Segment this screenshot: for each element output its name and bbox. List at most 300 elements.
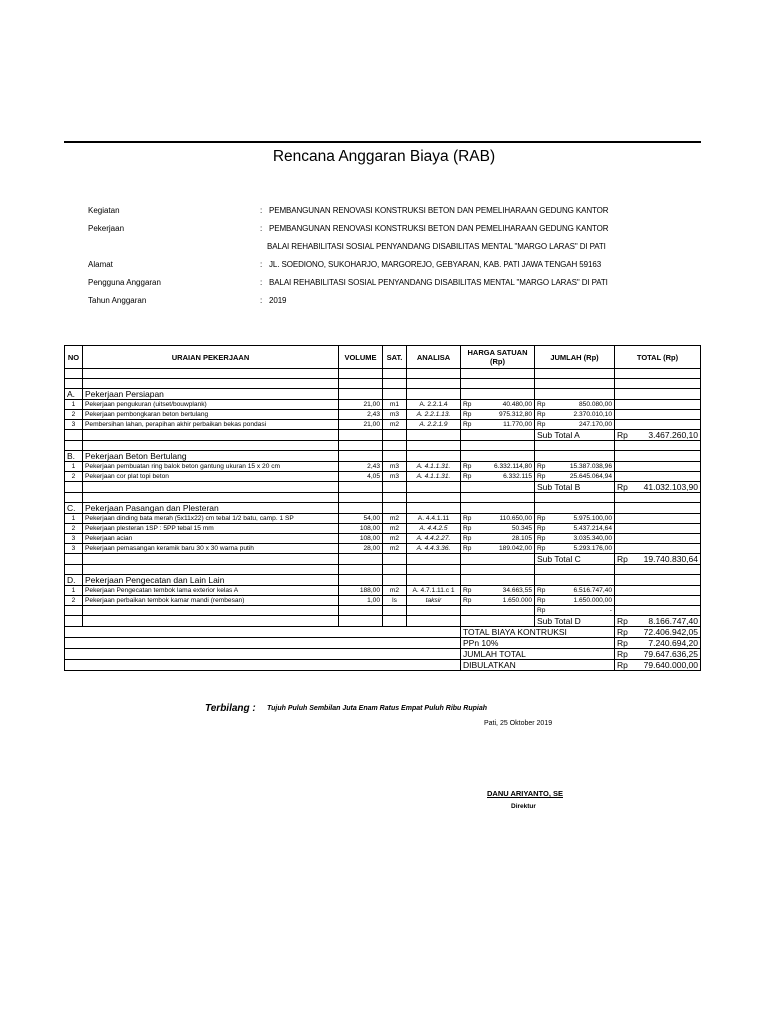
jumlah-value: 850.080,00 bbox=[578, 400, 612, 408]
item-unit: m3 bbox=[383, 472, 407, 482]
item-volume: 21,00 bbox=[339, 400, 383, 410]
empty-cell bbox=[615, 400, 701, 410]
currency-label: Rp bbox=[463, 524, 472, 532]
jumlah-value: 25.645.064,94 bbox=[569, 472, 612, 480]
empty-cell bbox=[65, 627, 461, 638]
total-row bbox=[65, 627, 701, 638]
empty-cell bbox=[615, 565, 701, 575]
empty-cell bbox=[407, 493, 461, 503]
item-no: 2 bbox=[65, 596, 83, 606]
jumlah-value: 5.293.176,00 bbox=[573, 544, 612, 552]
item-no: 2 bbox=[65, 410, 83, 420]
item-desc: Pembersihan lahan, perapihan akhir perbaikan bekas pondasi bbox=[83, 420, 339, 430]
table-row bbox=[65, 524, 701, 534]
info-value: BALAI REHABILITASI SOSIAL PENYANDANG DISABILITAS MENTAL "MARGO LARAS" DI PATI bbox=[269, 278, 608, 287]
total-label: PPn 10% bbox=[461, 638, 615, 649]
currency-label: Rp bbox=[617, 660, 628, 670]
item-desc bbox=[83, 606, 339, 616]
empty-cell bbox=[339, 451, 383, 462]
empty-cell bbox=[65, 379, 83, 389]
header-rule bbox=[64, 141, 701, 143]
item-unit: m3 bbox=[383, 410, 407, 420]
item-jumlah bbox=[535, 596, 615, 606]
empty-cell bbox=[339, 575, 383, 586]
empty-cell bbox=[615, 472, 701, 482]
empty-cell bbox=[615, 379, 701, 389]
currency-label: Rp bbox=[537, 596, 546, 604]
total-row bbox=[65, 638, 701, 649]
blank-row bbox=[65, 379, 701, 389]
currency-label: Rp bbox=[463, 596, 472, 604]
total-value bbox=[615, 638, 701, 649]
empty-cell bbox=[339, 554, 383, 565]
item-volume: 188,00 bbox=[339, 586, 383, 596]
harga-value: 40.480,00 bbox=[502, 400, 532, 408]
empty-cell bbox=[339, 369, 383, 379]
empty-cell bbox=[65, 493, 83, 503]
total-amount: 7.240.694,20 bbox=[648, 638, 698, 648]
empty-cell bbox=[535, 565, 615, 575]
item-analisa: A. 4.1.1.31. bbox=[407, 462, 461, 472]
info-value: PEMBANGUNAN RENOVASI KONSTRUKSI BETON DAN PEMELIHARAAN GEDUNG KANTOR bbox=[269, 206, 609, 215]
place-date: Pati, 25 Oktober 2019 bbox=[484, 720, 553, 727]
currency-label: Rp bbox=[537, 514, 546, 522]
blank-row bbox=[65, 565, 701, 575]
jumlah-value: 247.170,00 bbox=[578, 420, 612, 428]
item-harga bbox=[461, 462, 535, 472]
empty-cell bbox=[383, 379, 407, 389]
item-unit: m3 bbox=[383, 462, 407, 472]
header-total: TOTAL (Rp) bbox=[615, 346, 701, 369]
empty-cell bbox=[83, 430, 339, 441]
empty-cell bbox=[83, 379, 339, 389]
section-row bbox=[65, 451, 701, 462]
item-analisa bbox=[407, 606, 461, 616]
currency-label: Rp bbox=[463, 534, 472, 542]
info-colon: : bbox=[260, 296, 263, 305]
item-harga bbox=[461, 524, 535, 534]
subtotal-value bbox=[615, 430, 701, 441]
empty-cell bbox=[65, 616, 83, 627]
currency-label: Rp bbox=[617, 638, 628, 648]
section-code: D. bbox=[65, 575, 83, 586]
jumlah-value: 2.370.010,10 bbox=[573, 410, 612, 418]
total-row bbox=[65, 660, 701, 671]
item-desc: Pekerjaan plesteran 1SP : 5PP tebal 15 mm bbox=[83, 524, 339, 534]
subtotal-row bbox=[65, 430, 701, 441]
subtotal-amount: 3.467.260,10 bbox=[648, 430, 698, 440]
table-row bbox=[65, 596, 701, 606]
empty-cell bbox=[339, 565, 383, 575]
item-volume: 2,43 bbox=[339, 462, 383, 472]
section-code: B. bbox=[65, 451, 83, 462]
empty-cell bbox=[615, 441, 701, 451]
info-colon: : bbox=[260, 224, 263, 233]
item-volume: 28,00 bbox=[339, 544, 383, 554]
item-analisa: A. 2.2.1.9 bbox=[407, 420, 461, 430]
currency-label: Rp bbox=[463, 400, 472, 408]
empty-cell bbox=[383, 482, 407, 493]
empty-cell bbox=[461, 379, 535, 389]
subtotal-label: Sub Total C bbox=[535, 554, 615, 565]
info-value: 2019 bbox=[269, 296, 287, 305]
empty-cell bbox=[83, 482, 339, 493]
subtotal-amount: 41.032.103,90 bbox=[643, 482, 698, 492]
table-row bbox=[65, 462, 701, 472]
header-uraian: URAIAN PEKERJAAN bbox=[83, 346, 339, 369]
item-volume: 21,00 bbox=[339, 420, 383, 430]
empty-cell bbox=[383, 430, 407, 441]
total-value bbox=[615, 649, 701, 660]
empty-cell bbox=[83, 493, 339, 503]
item-jumlah bbox=[535, 400, 615, 410]
item-jumlah bbox=[535, 524, 615, 534]
item-no: 1 bbox=[65, 514, 83, 524]
empty-cell bbox=[339, 616, 383, 627]
section-title: Pekerjaan Pengecatan dan Lain Lain bbox=[83, 575, 339, 586]
item-jumlah bbox=[535, 410, 615, 420]
subtotal-row bbox=[65, 554, 701, 565]
item-harga bbox=[461, 544, 535, 554]
terbilang-label: Terbilang : bbox=[205, 703, 256, 714]
subtotal-amount: 8.166.747,40 bbox=[648, 616, 698, 626]
harga-value: 1.650.000 bbox=[502, 596, 532, 604]
header-jumlah: JUMLAH (Rp) bbox=[535, 346, 615, 369]
harga-value: 34.663,55 bbox=[502, 586, 532, 594]
item-analisa: A. 4.4.2.5 bbox=[407, 524, 461, 534]
info-value: PEMBANGUNAN RENOVASI KONSTRUKSI BETON DAN PEMELIHARAAN GEDUNG KANTOR bbox=[269, 224, 609, 233]
subtotal-row bbox=[65, 616, 701, 627]
empty-cell bbox=[339, 482, 383, 493]
item-no: 1 bbox=[65, 586, 83, 596]
empty-cell bbox=[461, 493, 535, 503]
section-row bbox=[65, 503, 701, 514]
empty-cell bbox=[615, 493, 701, 503]
section-title: Pekerjaan Beton Bertulang bbox=[83, 451, 339, 462]
empty-cell bbox=[383, 441, 407, 451]
empty-cell bbox=[535, 441, 615, 451]
subtotal-amount: 19.740.830,64 bbox=[643, 554, 698, 564]
item-jumlah bbox=[535, 534, 615, 544]
section-title: Pekerjaan Persiapan bbox=[83, 389, 339, 400]
jumlah-value: 1.650.000,00 bbox=[573, 596, 612, 604]
table-header-row bbox=[65, 346, 701, 369]
item-no: 3 bbox=[65, 420, 83, 430]
empty-cell bbox=[461, 565, 535, 575]
empty-cell bbox=[83, 441, 339, 451]
item-jumlah bbox=[535, 462, 615, 472]
empty-cell bbox=[407, 554, 461, 565]
item-analisa: A. 4.4.2.27. bbox=[407, 534, 461, 544]
item-no: 1 bbox=[65, 400, 83, 410]
jumlah-value: 15.387.038,96 bbox=[569, 462, 612, 470]
item-desc: Pekerjaan pengukuran (uitset/bouwplank) bbox=[83, 400, 339, 410]
item-analisa: A. 4.7.1.11.c 1 bbox=[407, 586, 461, 596]
section-code: A. bbox=[65, 389, 83, 400]
empty-cell bbox=[65, 649, 461, 660]
item-harga bbox=[461, 400, 535, 410]
currency-label: Rp bbox=[537, 410, 546, 418]
empty-cell bbox=[407, 482, 461, 493]
currency-label: Rp bbox=[617, 649, 628, 659]
empty-cell bbox=[65, 441, 83, 451]
empty-cell bbox=[461, 451, 535, 462]
empty-cell bbox=[65, 369, 83, 379]
item-harga bbox=[461, 514, 535, 524]
item-volume: 54,00 bbox=[339, 514, 383, 524]
harga-value: 110.650,00 bbox=[499, 514, 532, 522]
item-analisa: A. 4.1.1.31. bbox=[407, 472, 461, 482]
currency-label: Rp bbox=[463, 410, 472, 418]
item-analisa: A. 2.2.1.13. bbox=[407, 410, 461, 420]
empty-cell bbox=[339, 389, 383, 400]
total-amount: 79.647.636,25 bbox=[643, 649, 698, 659]
empty-cell bbox=[615, 524, 701, 534]
empty-cell bbox=[383, 493, 407, 503]
empty-cell bbox=[407, 565, 461, 575]
item-harga bbox=[461, 472, 535, 482]
jumlah-value: 3.035.340,00 bbox=[573, 534, 612, 542]
item-jumlah bbox=[535, 514, 615, 524]
empty-cell bbox=[461, 369, 535, 379]
subtotal-value bbox=[615, 616, 701, 627]
currency-label: Rp bbox=[617, 430, 628, 440]
empty-cell bbox=[615, 596, 701, 606]
empty-cell bbox=[615, 462, 701, 472]
empty-cell bbox=[65, 660, 461, 671]
currency-label: Rp bbox=[617, 554, 628, 564]
empty-cell bbox=[407, 441, 461, 451]
item-harga bbox=[461, 596, 535, 606]
info-label: Pekerjaan bbox=[88, 224, 125, 233]
empty-cell bbox=[615, 503, 701, 514]
item-harga bbox=[461, 534, 535, 544]
item-harga bbox=[461, 586, 535, 596]
subtotal-value bbox=[615, 554, 701, 565]
item-harga bbox=[461, 606, 535, 616]
item-volume: 2,43 bbox=[339, 410, 383, 420]
harga-value: 189.042,00 bbox=[498, 544, 532, 552]
item-harga bbox=[461, 420, 535, 430]
empty-cell bbox=[383, 616, 407, 627]
rab-table bbox=[64, 345, 701, 671]
item-analisa: A. 4.4.3.36. bbox=[407, 544, 461, 554]
empty-cell bbox=[461, 554, 535, 565]
empty-cell bbox=[407, 369, 461, 379]
subtotal-label: Sub Total D bbox=[535, 616, 615, 627]
item-no: 1 bbox=[65, 462, 83, 472]
item-jumlah bbox=[535, 606, 615, 616]
empty-cell bbox=[65, 565, 83, 575]
currency-label: Rp bbox=[463, 472, 472, 480]
empty-cell bbox=[83, 554, 339, 565]
header-no: NO bbox=[65, 346, 83, 369]
empty-cell bbox=[615, 586, 701, 596]
item-volume: 4,05 bbox=[339, 472, 383, 482]
jumlah-value: 5.437.214,64 bbox=[573, 524, 612, 532]
currency-label: Rp bbox=[537, 462, 546, 470]
total-label: DIBULATKAN bbox=[461, 660, 615, 671]
empty-cell bbox=[615, 514, 701, 524]
table-row bbox=[65, 410, 701, 420]
item-desc: Pekerjaan pembuatan ring balok beton gantung ukuran 15 x 20 cm bbox=[83, 462, 339, 472]
empty-cell bbox=[83, 616, 339, 627]
empty-cell bbox=[65, 638, 461, 649]
table-row bbox=[65, 586, 701, 596]
item-jumlah bbox=[535, 420, 615, 430]
empty-cell bbox=[615, 534, 701, 544]
empty-cell bbox=[615, 369, 701, 379]
item-analisa: A. 2.2.1.4 bbox=[407, 400, 461, 410]
currency-label: Rp bbox=[463, 586, 472, 594]
total-value bbox=[615, 660, 701, 671]
empty-cell bbox=[383, 565, 407, 575]
item-desc: Pekerjaan acian bbox=[83, 534, 339, 544]
terbilang-value: Tujuh Puluh Sembilan Juta Enam Ratus Empat Puluh Ribu Rupiah bbox=[267, 705, 487, 712]
item-unit: m1 bbox=[383, 400, 407, 410]
item-no: 2 bbox=[65, 524, 83, 534]
currency-label: Rp bbox=[537, 544, 546, 552]
item-desc: Pekerjaan dinding bata merah (5x11x22) cm tebal 1/2 batu, camp. 1 SP bbox=[83, 514, 339, 524]
info-label: Pengguna Anggaran bbox=[88, 278, 161, 287]
item-harga bbox=[461, 410, 535, 420]
item-jumlah bbox=[535, 544, 615, 554]
item-volume: 108,00 bbox=[339, 524, 383, 534]
item-desc: Pekerjaan pembongkaran beton bertulang bbox=[83, 410, 339, 420]
currency-label: Rp bbox=[463, 420, 472, 428]
item-no: 3 bbox=[65, 534, 83, 544]
empty-cell bbox=[461, 616, 535, 627]
header-harga: HARGA SATUAN (Rp) bbox=[461, 346, 535, 369]
empty-cell bbox=[407, 575, 461, 586]
jumlah-value: 6.516.747,40 bbox=[573, 586, 612, 594]
empty-cell bbox=[339, 379, 383, 389]
table-row bbox=[65, 544, 701, 554]
info-label: Alamat bbox=[88, 260, 113, 269]
item-no bbox=[65, 606, 83, 616]
item-unit: m2 bbox=[383, 586, 407, 596]
info-colon: : bbox=[260, 278, 263, 287]
currency-label: Rp bbox=[463, 514, 472, 522]
empty-cell bbox=[535, 369, 615, 379]
harga-value: 11.770,00 bbox=[503, 420, 532, 428]
blank-row bbox=[65, 369, 701, 379]
empty-cell bbox=[461, 389, 535, 400]
subtotal-label: Sub Total B bbox=[535, 482, 615, 493]
empty-cell bbox=[407, 503, 461, 514]
table-row bbox=[65, 400, 701, 410]
empty-cell bbox=[65, 482, 83, 493]
currency-label: Rp bbox=[537, 472, 546, 480]
empty-cell bbox=[535, 575, 615, 586]
empty-cell bbox=[461, 441, 535, 451]
harga-value: 975.312,80 bbox=[498, 410, 532, 418]
empty-cell bbox=[383, 369, 407, 379]
table-row bbox=[65, 472, 701, 482]
item-unit: m2 bbox=[383, 534, 407, 544]
empty-cell bbox=[535, 389, 615, 400]
subtotal-label: Sub Total A bbox=[535, 430, 615, 441]
document-title: Rencana Anggaran Biaya (RAB) bbox=[272, 148, 496, 165]
currency-label: Rp bbox=[463, 462, 472, 470]
info-value: JL. SOEDIONO, SUKOHARJO, MARGOREJO, GEBYARAN, KAB. PATI JAWA TENGAH 59163 bbox=[269, 260, 602, 269]
empty-cell bbox=[407, 616, 461, 627]
empty-cell bbox=[461, 503, 535, 514]
table-row bbox=[65, 606, 701, 616]
header-sat: SAT. bbox=[383, 346, 407, 369]
header-volume: VOLUME bbox=[339, 346, 383, 369]
item-unit: m2 bbox=[383, 544, 407, 554]
harga-value: 50.345 bbox=[511, 524, 532, 532]
info-colon: : bbox=[260, 206, 263, 215]
total-label: JUMLAH TOTAL bbox=[461, 649, 615, 660]
signer-role: Direktur bbox=[511, 803, 536, 810]
empty-cell bbox=[83, 565, 339, 575]
table-row bbox=[65, 514, 701, 524]
currency-label: Rp bbox=[617, 627, 628, 637]
table-row bbox=[65, 420, 701, 430]
currency-label: Rp bbox=[537, 534, 546, 542]
empty-cell bbox=[615, 451, 701, 462]
empty-cell bbox=[339, 503, 383, 514]
item-unit: m2 bbox=[383, 514, 407, 524]
total-label: TOTAL BIAYA KONTRUKSI bbox=[461, 627, 615, 638]
currency-label: Rp bbox=[537, 586, 546, 594]
jumlah-value: 5.975.100,00 bbox=[573, 514, 612, 522]
item-analisa: taksir bbox=[407, 596, 461, 606]
table-row bbox=[65, 534, 701, 544]
item-jumlah bbox=[535, 472, 615, 482]
empty-cell bbox=[383, 451, 407, 462]
section-row bbox=[65, 575, 701, 586]
currency-label: Rp bbox=[537, 524, 546, 532]
total-value bbox=[615, 627, 701, 638]
harga-value: 28.105 bbox=[511, 534, 532, 542]
signer-name: DANU ARIYANTO, SE bbox=[487, 789, 563, 798]
currency-label: Rp bbox=[617, 616, 628, 626]
empty-cell bbox=[615, 410, 701, 420]
empty-cell bbox=[83, 369, 339, 379]
empty-cell bbox=[461, 482, 535, 493]
subtotal-value bbox=[615, 482, 701, 493]
section-title: Pekerjaan Pasangan dan Plesteran bbox=[83, 503, 339, 514]
currency-label: Rp bbox=[617, 482, 628, 492]
empty-cell bbox=[615, 544, 701, 554]
empty-cell bbox=[615, 606, 701, 616]
empty-cell bbox=[339, 493, 383, 503]
empty-cell bbox=[383, 389, 407, 400]
empty-cell bbox=[407, 379, 461, 389]
harga-value: 6.332.114,80 bbox=[493, 462, 532, 470]
harga-value: 6.332.115 bbox=[503, 472, 532, 480]
empty-cell bbox=[535, 379, 615, 389]
total-amount: 72.406.942,05 bbox=[643, 627, 698, 637]
empty-cell bbox=[615, 575, 701, 586]
currency-label: Rp bbox=[537, 400, 546, 408]
item-desc: Pekerjaan pemasangan keramik baru 30 x 30 warna putih bbox=[83, 544, 339, 554]
info-label: Kegiatan bbox=[88, 206, 120, 215]
info-label: Tahun Anggaran bbox=[88, 296, 147, 305]
item-desc: Pekerjaan perbaikan tembok kamar mandi (rembesan) bbox=[83, 596, 339, 606]
empty-cell bbox=[461, 575, 535, 586]
empty-cell bbox=[407, 451, 461, 462]
empty-cell bbox=[535, 451, 615, 462]
empty-cell bbox=[383, 554, 407, 565]
currency-label: Rp bbox=[537, 420, 546, 428]
empty-cell bbox=[535, 503, 615, 514]
empty-cell bbox=[535, 493, 615, 503]
item-unit: m2 bbox=[383, 420, 407, 430]
